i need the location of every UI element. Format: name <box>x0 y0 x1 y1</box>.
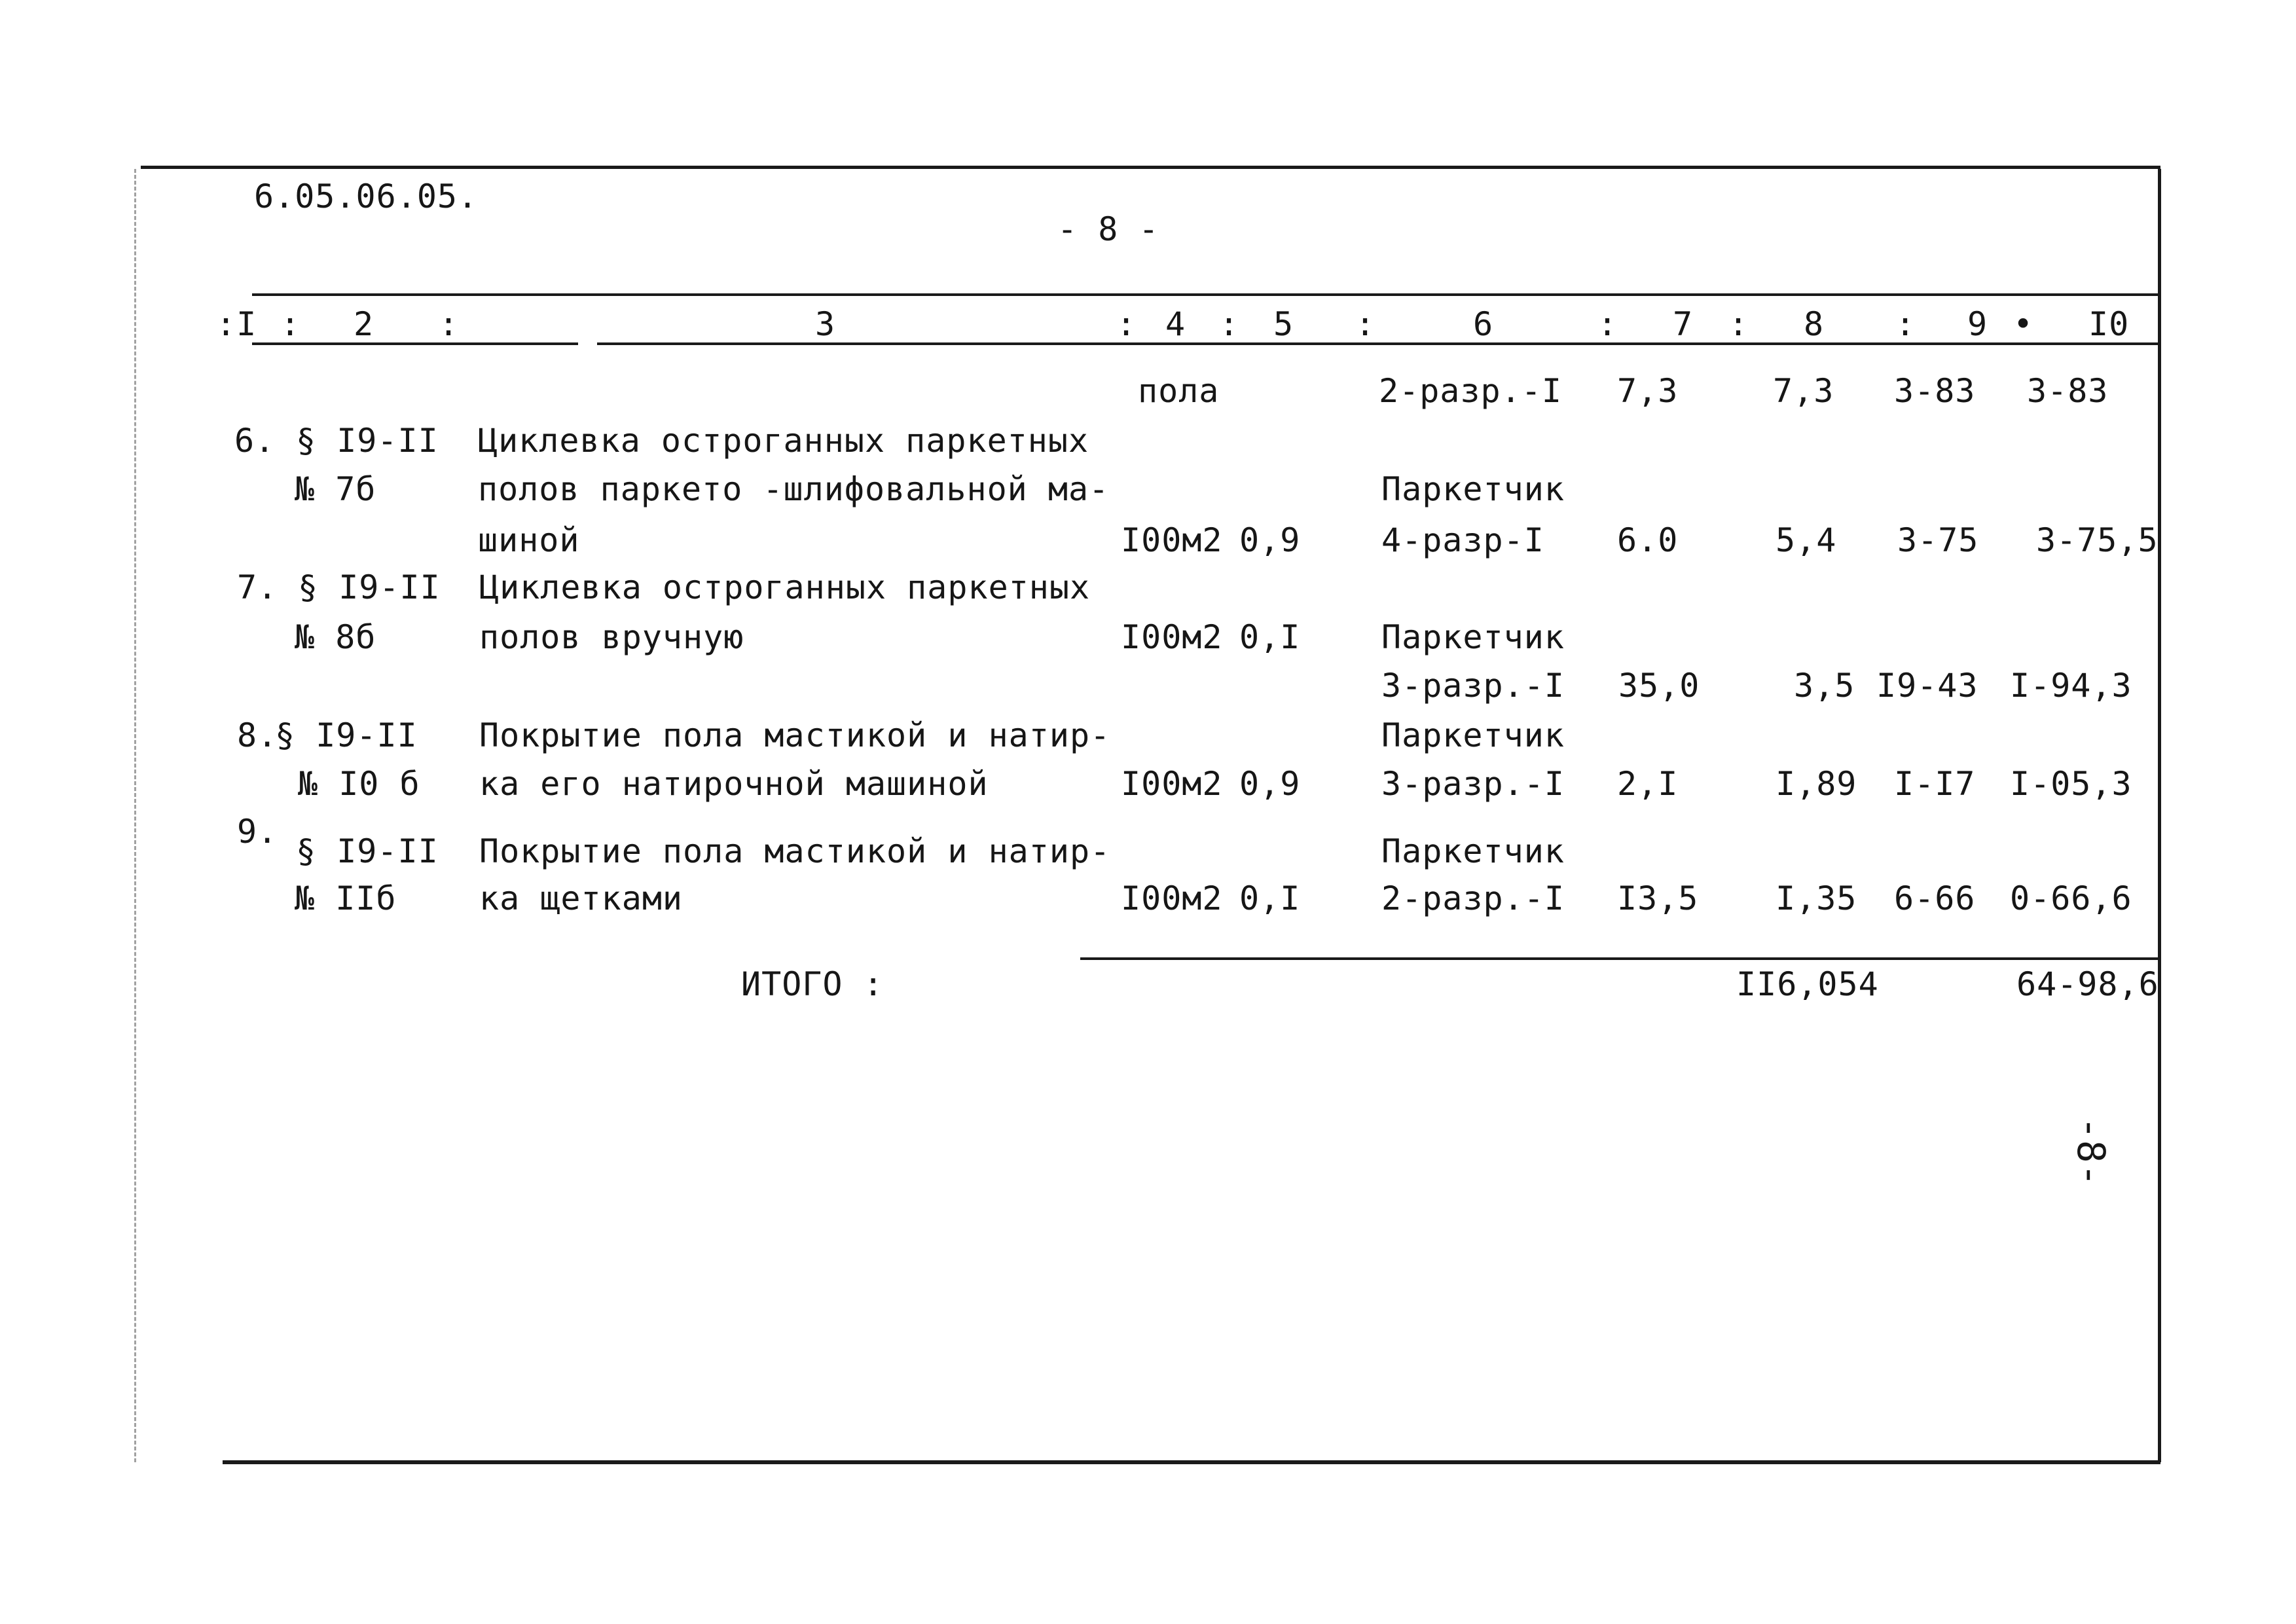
qty-cell: 0,9 <box>1239 521 1301 559</box>
col-header-sep: : <box>1355 305 1376 343</box>
unit-cell: I00м2 <box>1121 618 1223 656</box>
norm-reference: § I9-II <box>296 422 439 460</box>
worker-cell: Паркетчик <box>1381 618 1565 656</box>
col-header-6: 6 <box>1473 305 1494 343</box>
col7-cell: 2,I <box>1617 765 1679 803</box>
header-line-bottom-1 <box>252 342 578 345</box>
col-header-sep: : <box>1116 305 1137 343</box>
col-header-sep: : <box>439 305 460 343</box>
header-line-top <box>252 293 2160 296</box>
worker-grade-cell: 4-разр-I <box>1381 521 1544 559</box>
work-description: полов паркето -шлифовальной ма- <box>478 470 1110 508</box>
worker-grade-cell: 3-разр.-I <box>1381 667 1565 705</box>
unit-cell: I00м2 <box>1121 765 1223 803</box>
frame-top-border <box>141 166 2160 169</box>
col8-cell: I,35 <box>1776 879 1857 917</box>
col-header-sep: • <box>2013 305 2034 343</box>
work-description: Покрытие пола мастикой и натир- <box>479 832 1111 870</box>
col7-cell: 7,3 <box>1617 372 1679 410</box>
col7-cell: I3,5 <box>1617 879 1699 917</box>
page-number: - 8 - <box>1057 210 1159 248</box>
document-code: 6.05.06.05. <box>254 177 479 215</box>
total-separator-line <box>1080 957 2160 960</box>
norm-reference: § I9-II <box>298 568 441 606</box>
col-header-10: I0 <box>2088 305 2130 343</box>
col10-cell: 3-83 <box>2027 372 2109 410</box>
qty-cell: 0,9 <box>1239 765 1301 803</box>
col-header-4: 4 <box>1165 305 1186 343</box>
col-header-sep: : <box>1728 305 1749 343</box>
col-header-2: 2 <box>354 305 374 343</box>
work-description: Циклевка остроганных паркетных <box>479 568 1091 606</box>
col7-cell: 35,0 <box>1618 667 1700 705</box>
col9-cell: I-I7 <box>1894 765 1976 803</box>
worker-cell: Паркетчик <box>1381 470 1565 508</box>
col7-cell: 6.0 <box>1617 521 1679 559</box>
col9-cell: 3-83 <box>1894 372 1976 410</box>
work-description: Циклевка остроганных паркетных <box>478 422 1089 460</box>
norm-number: № IIб <box>295 879 397 917</box>
col-header-5: 5 <box>1273 305 1294 343</box>
col8-cell: I,89 <box>1776 765 1857 803</box>
norm-reference: § I9-II <box>296 832 439 870</box>
col-header-sep: : <box>1597 305 1618 343</box>
col9-cell: I9-43 <box>1876 667 1978 705</box>
norm-number: № I0 б <box>298 765 420 803</box>
unit-cell: I00м2 <box>1121 521 1223 559</box>
row-number: 6. <box>234 422 276 460</box>
col-header-sep: : <box>1219 305 1240 343</box>
row-number: 7. <box>237 568 278 606</box>
work-description: ка щетками <box>479 879 683 917</box>
row-number: 8. <box>237 716 278 754</box>
row-number: 9. <box>237 813 278 851</box>
work-description: Покрытие пола мастикой и натир- <box>479 716 1111 754</box>
total-col8: II6,054 <box>1736 965 1879 1003</box>
col-header-9: 9 <box>1967 305 1988 343</box>
worker-grade-cell: 2-разр.-I <box>1381 879 1565 917</box>
worker-cell: Паркетчик <box>1381 832 1565 870</box>
worker-grade-cell: 3-разр.-I <box>1381 765 1565 803</box>
col-header-sep: : <box>280 305 301 343</box>
col9-cell: 3-75 <box>1897 521 1979 559</box>
total-label: ИТОГО : <box>741 965 884 1003</box>
frame-left-border <box>134 169 136 1462</box>
col8-cell: 5,4 <box>1776 521 1837 559</box>
unit-cell: пола <box>1138 372 1220 410</box>
frame-right-border <box>2158 169 2161 1462</box>
col-header-7: 7 <box>1673 305 1694 343</box>
work-description: шиной <box>478 521 580 559</box>
norm-reference: § I9-II <box>275 716 418 754</box>
col-header-sep: : <box>1895 305 1916 343</box>
work-description: полов вручную <box>479 618 744 656</box>
col-header-sep: :I <box>216 305 257 343</box>
qty-cell: 0,I <box>1239 618 1301 656</box>
col10-cell: I-05,3 <box>2010 765 2132 803</box>
total-col10: 64-98,6 <box>2016 965 2159 1003</box>
norm-number: № 7б <box>295 470 376 508</box>
col8-cell: 3,5 <box>1794 667 1855 705</box>
col10-cell: 0-66,6 <box>2010 879 2132 917</box>
worker-cell: Паркетчик <box>1381 716 1565 754</box>
work-description: ка его натирочной машиной <box>479 765 989 803</box>
col10-cell: I-94,3 <box>2010 667 2132 705</box>
norm-number: № 8б <box>295 618 376 656</box>
col10-cell: 3-75,5 <box>2036 521 2159 559</box>
worker-cell: 2-разр.-I <box>1379 372 1562 410</box>
side-page-mark: -8- <box>2068 1116 2113 1187</box>
unit-cell: I00м2 <box>1121 879 1223 917</box>
frame-bottom-border <box>223 1460 2160 1464</box>
col9-cell: 6-66 <box>1894 879 1976 917</box>
col8-cell: 7,3 <box>1773 372 1834 410</box>
col-header-8: 8 <box>1804 305 1825 343</box>
qty-cell: 0,I <box>1239 879 1301 917</box>
col-header-3: 3 <box>815 305 836 343</box>
